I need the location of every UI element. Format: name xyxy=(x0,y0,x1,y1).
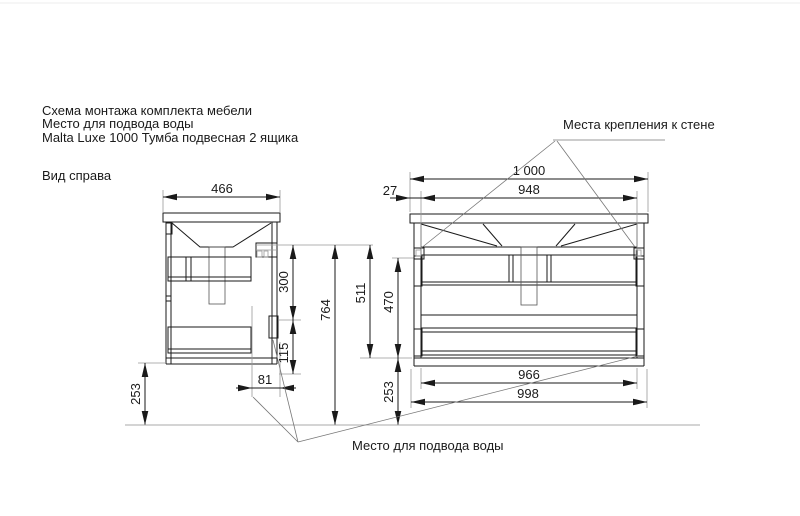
model-name: Malta Luxe 1000 Тумба подвесная 2 ящика xyxy=(42,130,299,145)
front-countertop xyxy=(410,214,648,223)
dim-253-right-label: 253 xyxy=(381,381,396,403)
dim-948-label: 948 xyxy=(518,182,540,197)
dim-27-label: 27 xyxy=(382,183,398,198)
side-countertop xyxy=(163,213,280,222)
dim-470-label: 470 xyxy=(381,291,396,313)
dim-998-label: 998 xyxy=(517,386,539,401)
dim-253-left-label: 253 xyxy=(128,383,143,405)
dim-466-label: 466 xyxy=(211,181,233,196)
dim-115-label: 115 xyxy=(276,342,291,364)
view-label: Вид справа xyxy=(42,168,112,183)
dim-511-label: 511 xyxy=(353,282,368,304)
side-drain-pipe xyxy=(209,247,225,304)
water-supply-leaders xyxy=(253,340,638,453)
dim-966-label: 966 xyxy=(518,367,540,382)
scheme-title: Схема монтажа комплекта мебели xyxy=(42,103,252,118)
wall-mount-annotation xyxy=(420,117,715,249)
front-drain-pipe xyxy=(521,247,537,305)
front-view xyxy=(410,214,648,366)
header-text xyxy=(42,103,299,183)
wall-mount-label: Места крепления к стене xyxy=(563,117,715,132)
dim-81-label: 81 xyxy=(257,372,273,387)
water-supply-label: Место для подвода воды xyxy=(352,438,504,453)
side-view xyxy=(163,213,280,364)
scheme-subtitle: Место для подвода воды xyxy=(42,116,194,131)
dim-300-label: 300 xyxy=(276,271,291,293)
dim-764-label: 764 xyxy=(318,299,333,321)
dim-1000-label: 1 000 xyxy=(512,163,546,178)
